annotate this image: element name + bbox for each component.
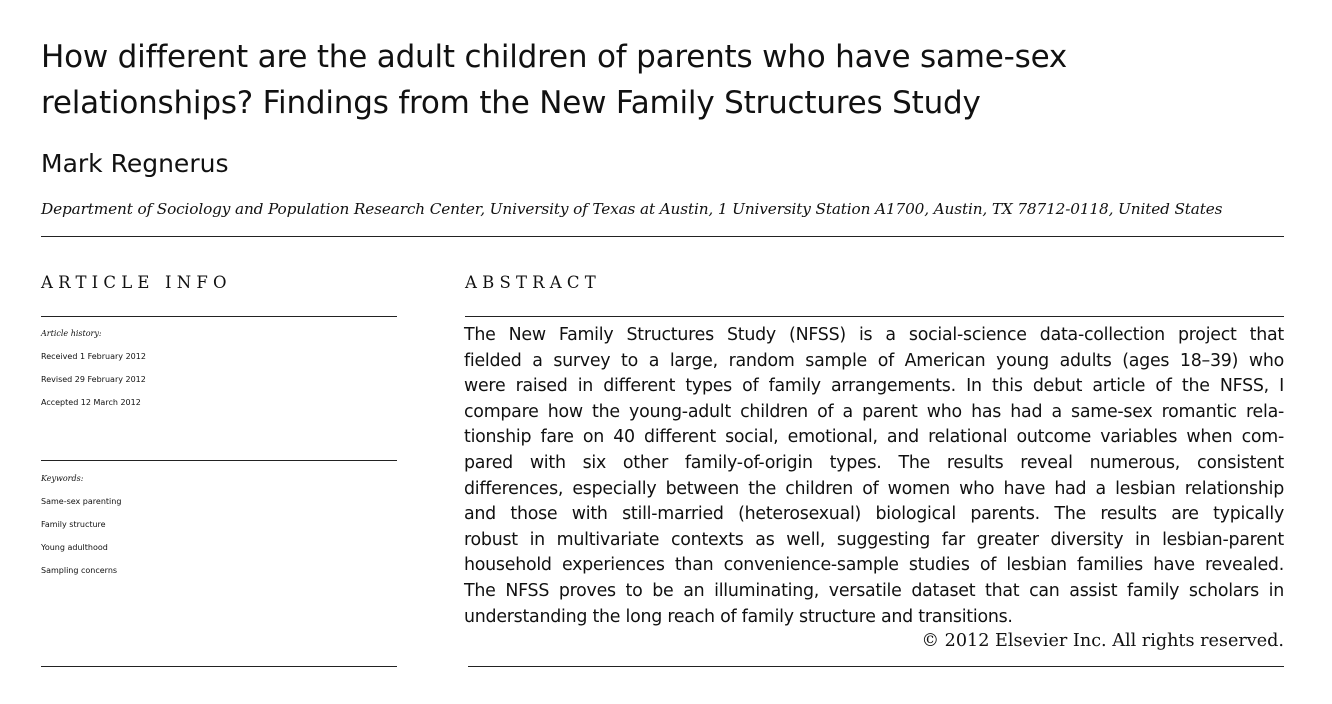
article-info-heading: ARTICLE INFO [41, 273, 232, 292]
abstract-line: The New Family Structures Study (NFSS) is a social-science data-collection project that [464, 325, 1284, 345]
abstract-heading: ABSTRACT [465, 273, 601, 292]
abstract-line: fielded a survey to a large, random sample of American young adults (ages 18–39) who [464, 350, 1284, 371]
article-title-line: relationships? Findings from the New Family Structures Study [41, 85, 981, 121]
article-info-divider [41, 316, 397, 317]
abstract-bottom-divider [468, 666, 1284, 667]
abstract-divider [465, 316, 1284, 317]
article-history-label: Article history: [41, 329, 102, 338]
article-history [41, 322, 401, 414]
keywords-divider [41, 460, 397, 461]
article-history-revised: Revised 29 February 2012 [41, 375, 146, 384]
abstract-line: tionship fare on 40 different social, emotional, and relational outcome variables when com- [464, 427, 1284, 448]
article-info-bottom-divider [41, 666, 397, 667]
abstract-line: compare how the young-adult children of a parent who has had a same-sex romantic rela- [464, 401, 1284, 422]
abstract-line: robust in multivariate contexts as well, suggesting far greater diversity in lesbian-parent [464, 529, 1284, 550]
article-history-received: Received 1 February 2012 [41, 352, 146, 361]
abstract-line: were raised in different types of family arrangements. In this debut article of the NFSS, I [464, 376, 1284, 397]
abstract-line: pared with six other family-of-origin types. The results reveal numerous, consistent [464, 452, 1284, 473]
author-affiliation: Department of Sociology and Population Research Center, University of Texas at Austin, 1 University Station A1700, Austin, TX 78712-0118, United States [41, 200, 1223, 218]
keyword-item: Same-sex parenting [41, 497, 122, 506]
keyword-item: Young adulthood [41, 543, 108, 552]
abstract-line: differences, especially between the children of women who have had a lesbian relationship [464, 478, 1284, 499]
abstract-text [464, 323, 1284, 630]
keywords-label: Keywords: [41, 474, 84, 483]
author-name: Mark Regnerus [41, 149, 229, 178]
abstract-line: understanding the long reach of family structure and transitions. [464, 606, 1013, 627]
abstract-line: and those with still-married (heterosexual) biological parents. The results are typically [464, 504, 1284, 525]
copyright-notice: © 2012 Elsevier Inc. All rights reserved. [921, 631, 1284, 651]
article-history-accepted: Accepted 12 March 2012 [41, 398, 141, 407]
header-divider [41, 236, 1284, 237]
keyword-item: Sampling concerns [41, 566, 118, 575]
keywords [41, 467, 401, 582]
article-title-line: How different are the adult children of parents who have same-sex [41, 39, 1068, 75]
abstract-line: The NFSS proves to be an illuminating, versatile dataset that can assist family scholars in [464, 580, 1284, 601]
abstract-line: household experiences than convenience-sample studies of lesbian families have revealed. [464, 555, 1284, 576]
article-title [41, 34, 1291, 126]
keyword-item: Family structure [41, 520, 106, 529]
